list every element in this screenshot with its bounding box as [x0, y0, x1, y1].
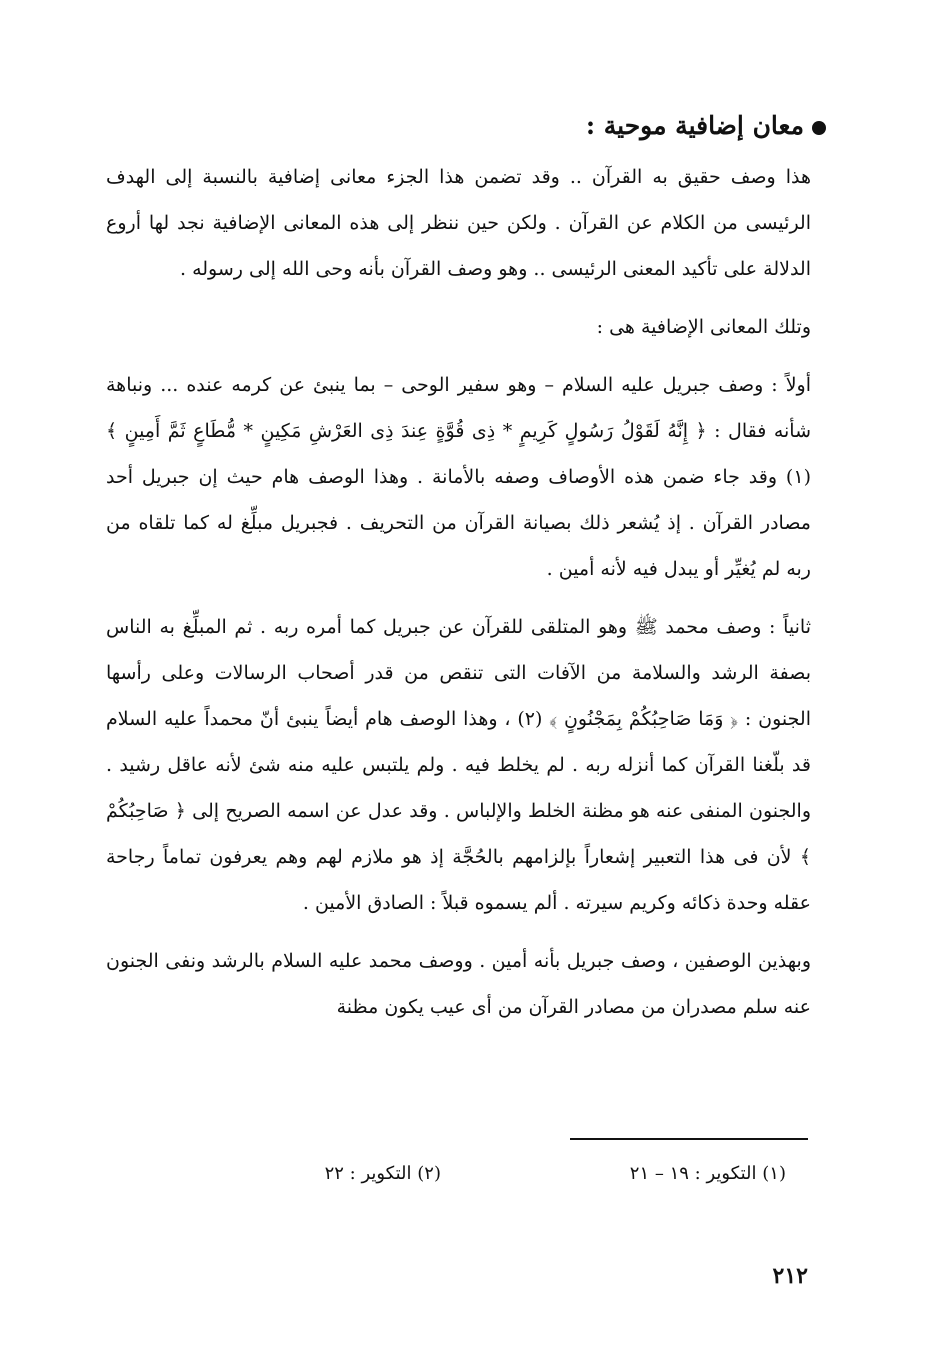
bullet-icon: [812, 121, 826, 135]
paragraph-list-intro: وتلك المعانى الإضافية هى :: [596, 316, 811, 338]
paragraph-conclusion: وبهذين الوصفين ، وصف جبريل بأنه أمين . ووصف محمد عليه السلام بالرشد ونفى الجنون عنه سلم مصدران من مصادر القرآن من أى عيب يكون مظنة: [106, 950, 811, 1018]
paragraph-second-point: ثانياً : وصف محمد ﷺ وهو المتلقى للقرآن عن جبريل كما أمره ربه . ثم المبلِّغ به الناس بصفة الرشد والسلامة من الآفات التى تنقص من قدر أصحاب الرسالات وعلى رأسها الجنون : ﴿ وَمَا صَاحِبُكُمْ بِمَجْنُونٍ ﴾ (٢) ، وهذا الوصف هام أيضاً ينبئ أنّ محمداً عليه السلام قد بلّغنا القرآن كما أنزله ربه . لم يخلط فيه . ولم يلتبس عليه منه شئ لأنه عاقل رشيد . والجنون المنفى عنه هو مظنة الخلط والإلباس . وقد عدل عن اسمه الصريح إلى ﴿ صَاحِبُكُمْ ﴾ لأن فى هذا التعبير إشعاراً بإلزامهم بالحُجَّة إذ هو ملازم لهم وهم يعرفون تماماً رجاحة عقله وحدة ذكائه وكريم سيرته . ألم يسموه قبلاً : الصادق الأمين .: [106, 616, 811, 914]
footnote-1: (١) التكوير : ١٩ – ٢١: [629, 1163, 786, 1184]
paragraph-intro: هذا وصف حقيق به القرآن .. وقد تضمن هذا الجزء معانى إضافية بالنسبة إلى الهدف الرئيسى من الكلام عن القرآن . ولكن حين ننظر إلى هذه المعانى الإضافية نجد لها أروع الدلالة على تأكيد المعنى الرئيسى .. وهو وصف القرآن بأنه وحى الله إلى رسوله .: [106, 166, 811, 280]
section-heading: [326, 104, 826, 148]
footnote-2: (٢) التكوير : ٢٢: [324, 1163, 441, 1184]
body-text: [106, 154, 811, 1030]
section-heading-text: معان إضافية موحية :: [585, 111, 804, 140]
footnote-divider: [570, 1138, 808, 1140]
paragraph-first-point: أولاً : وصف جبريل عليه السلام – وهو سفير الوحى – بما ينبئ عن كرمه عنده ... ونباهة شأنه فقال : ﴿ إِنَّهُ لَقَوْلُ رَسُولٍ كَرِيمٍ * ذِى قُوَّةٍ عِندَ ذِى العَرْشِ مَكِينٍ * مُّطَاعٍ ثَمَّ أَمِينٍ ﴾ (١) وقد جاء ضمن هذه الأوصاف وصفه بالأمانة . وهذا الوصف هام حيث إن جبريل أحد مصادر القرآن . إذ يُشعر ذلك بصيانة القرآن من التحريف . فجبريل مبلِّغ له كما تلقاه من ربه لم يُغيِّر أو يبدل فيه لأنه أمين .: [106, 374, 811, 580]
page-number: ٢١٢: [772, 1263, 808, 1289]
